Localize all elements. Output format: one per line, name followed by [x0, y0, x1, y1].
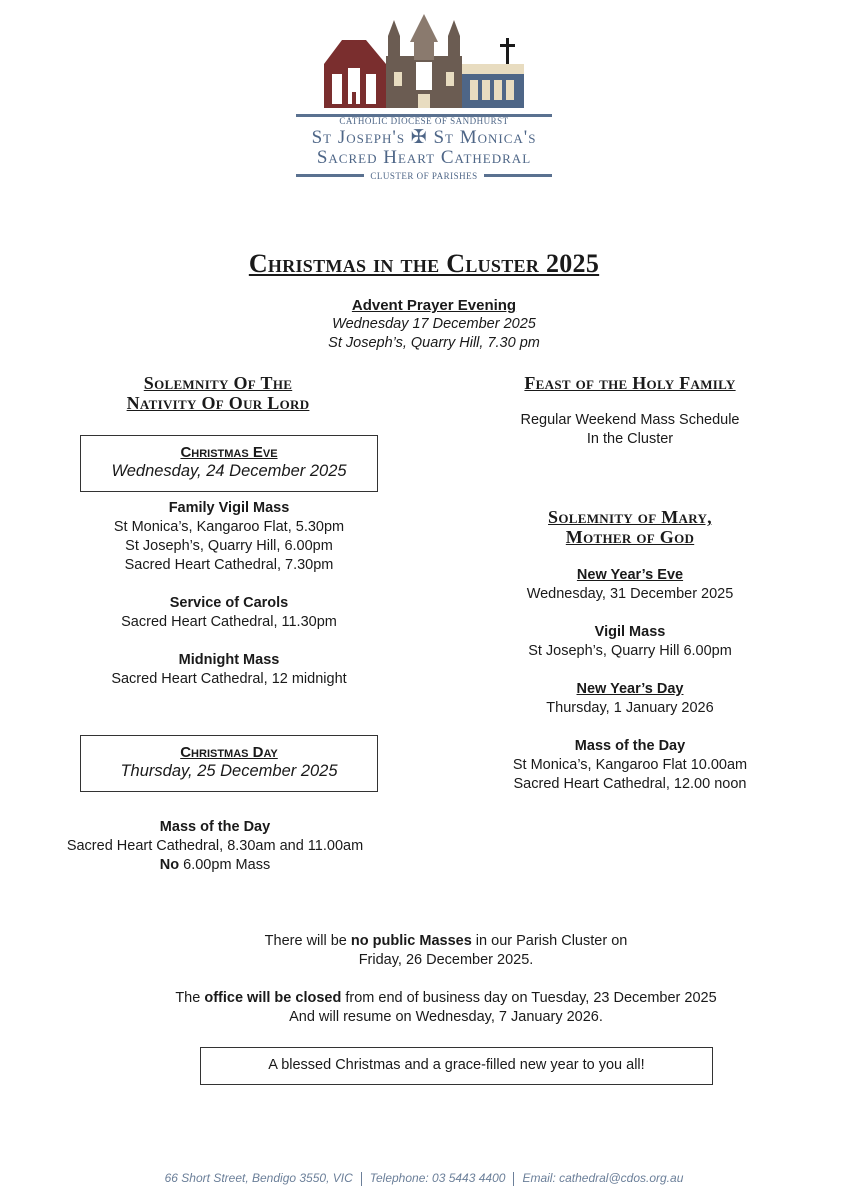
no-emphasis: No — [159, 857, 180, 873]
nativity-heading-line-2: Nativity Of Our Lord — [126, 393, 310, 413]
advent-date: Wednesday 17 December 2025 — [332, 316, 536, 332]
diocese-name: CATHOLIC DIOCESE OF SANDHURST — [339, 116, 509, 126]
footer-divider — [361, 1172, 362, 1186]
christmas-day-date: Thursday, 25 December 2025 — [120, 762, 338, 780]
christmas-day-label: Christmas Day — [180, 744, 278, 761]
holy-family-heading: Feast of the Holy Family — [524, 373, 736, 393]
carols-title: Service of Carols — [169, 595, 289, 611]
notices-section — [0, 932, 848, 1027]
mary-heading-line-2: Mother of God — [565, 527, 695, 547]
christmas-eve-label: Christmas Eve — [180, 444, 278, 461]
new-year-mass-line: Sacred Heart Cathedral, 12.00 noon — [513, 776, 747, 792]
no-masses-date: Friday, 26 December 2025. — [358, 952, 534, 968]
new-years-day-label: New Year’s Day — [576, 681, 684, 697]
cluster-label: CLUSTER OF PARISHES — [364, 171, 484, 181]
nativity-heading — [58, 373, 378, 413]
advent-place: St Joseph’s, Quarry Hill, 7.30 pm — [328, 335, 540, 351]
mass-of-the-day-line: Sacred Heart Cathedral, 8.30am and 11.00am — [66, 838, 364, 854]
christmas-eve-date: Wednesday, 24 December 2025 — [111, 462, 347, 480]
family-vigil-line: Sacred Heart Cathedral, 7.30pm — [124, 557, 334, 573]
new-years-eve-label: New Year’s Eve — [576, 567, 684, 583]
footer-divider — [513, 1172, 514, 1186]
page-title: Christmas in the Cluster 2025 — [248, 249, 600, 278]
advent-section — [0, 296, 848, 353]
cathedral-shape — [386, 14, 462, 108]
christmas-eve-box — [80, 435, 378, 492]
midnight-mass-title: Midnight Mass — [178, 652, 280, 668]
midnight-mass-line: Sacred Heart Cathedral, 12 midnight — [111, 671, 347, 687]
christmas-day-box — [80, 735, 378, 792]
family-vigil-line: St Joseph’s, Quarry Hill, 6.00pm — [125, 538, 333, 554]
footer — [0, 1171, 848, 1186]
footer-address: 66 Short Street, Bendigo 3550, VIC — [164, 1171, 353, 1185]
office-closed-notice — [0, 989, 848, 1008]
parish-line-1: St Joseph's ✠ St Monica's — [311, 127, 537, 148]
carols-line: Sacred Heart Cathedral, 11.30pm — [121, 614, 337, 630]
family-vigil-title: Family Vigil Mass — [168, 500, 290, 516]
new-years-eve-date: Wednesday, 31 December 2025 — [526, 586, 734, 602]
mass-of-the-day-title: Mass of the Day — [159, 819, 271, 835]
notice-text: There will be — [264, 933, 351, 949]
parish-line-2: Sacred Heart Cathedral — [316, 147, 532, 168]
office-resume-line: And will resume on Wednesday, 7 January 2026. — [289, 1009, 603, 1025]
holy-family-line-2: In the Cluster — [586, 431, 674, 447]
vigil-mass-title: Vigil Mass — [594, 624, 666, 640]
mary-heading-line-1: Solemnity of Mary, — [548, 507, 712, 527]
family-vigil-line: St Monica’s, Kangaroo Flat, 5.30pm — [113, 519, 345, 535]
christmas-day-schedule — [60, 818, 370, 875]
st-josephs-church-shape — [462, 38, 524, 108]
blessing-box — [200, 1047, 713, 1085]
no-evening-mass-text: 6.00pm Mass — [179, 857, 271, 873]
footer-email: Email: cathedral@cdos.org.au — [522, 1171, 684, 1185]
no-evening-mass-line — [60, 856, 370, 875]
notice-emphasis: office will be closed — [204, 990, 342, 1006]
blessing-text: A blessed Christmas and a grace-filled new year to you all! — [268, 1057, 645, 1073]
notice-emphasis: no public Masses — [350, 933, 472, 949]
parish-logo — [296, 12, 552, 182]
vigil-mass-line: St Joseph’s, Quarry Hill 6.00pm — [528, 643, 732, 659]
new-year-mass-line: St Monica’s, Kangaroo Flat 10.00am — [512, 757, 748, 773]
st-monicas-church-shape — [324, 40, 386, 108]
advent-heading: Advent Prayer Evening — [351, 297, 517, 314]
notice-text: from end of business day on Tuesday, 23 December 2025 — [341, 990, 717, 1006]
holy-family-section — [480, 373, 780, 449]
notice-text: in our Parish Cluster on — [471, 933, 628, 949]
christmas-eve-schedule — [80, 499, 378, 689]
new-years-day-date: Thursday, 1 January 2026 — [546, 700, 714, 716]
nativity-heading-line-1: Solemnity Of The — [143, 373, 293, 393]
mary-mother-of-god-section — [480, 507, 780, 794]
footer-phone: Telephone: 03 5443 4400 — [369, 1171, 506, 1185]
holy-family-line-1: Regular Weekend Mass Schedule — [520, 412, 740, 428]
notice-text: The — [175, 990, 205, 1006]
no-masses-notice — [0, 932, 848, 951]
cathedral-logo-graphic — [296, 12, 552, 112]
new-year-mass-title: Mass of the Day — [574, 738, 686, 754]
